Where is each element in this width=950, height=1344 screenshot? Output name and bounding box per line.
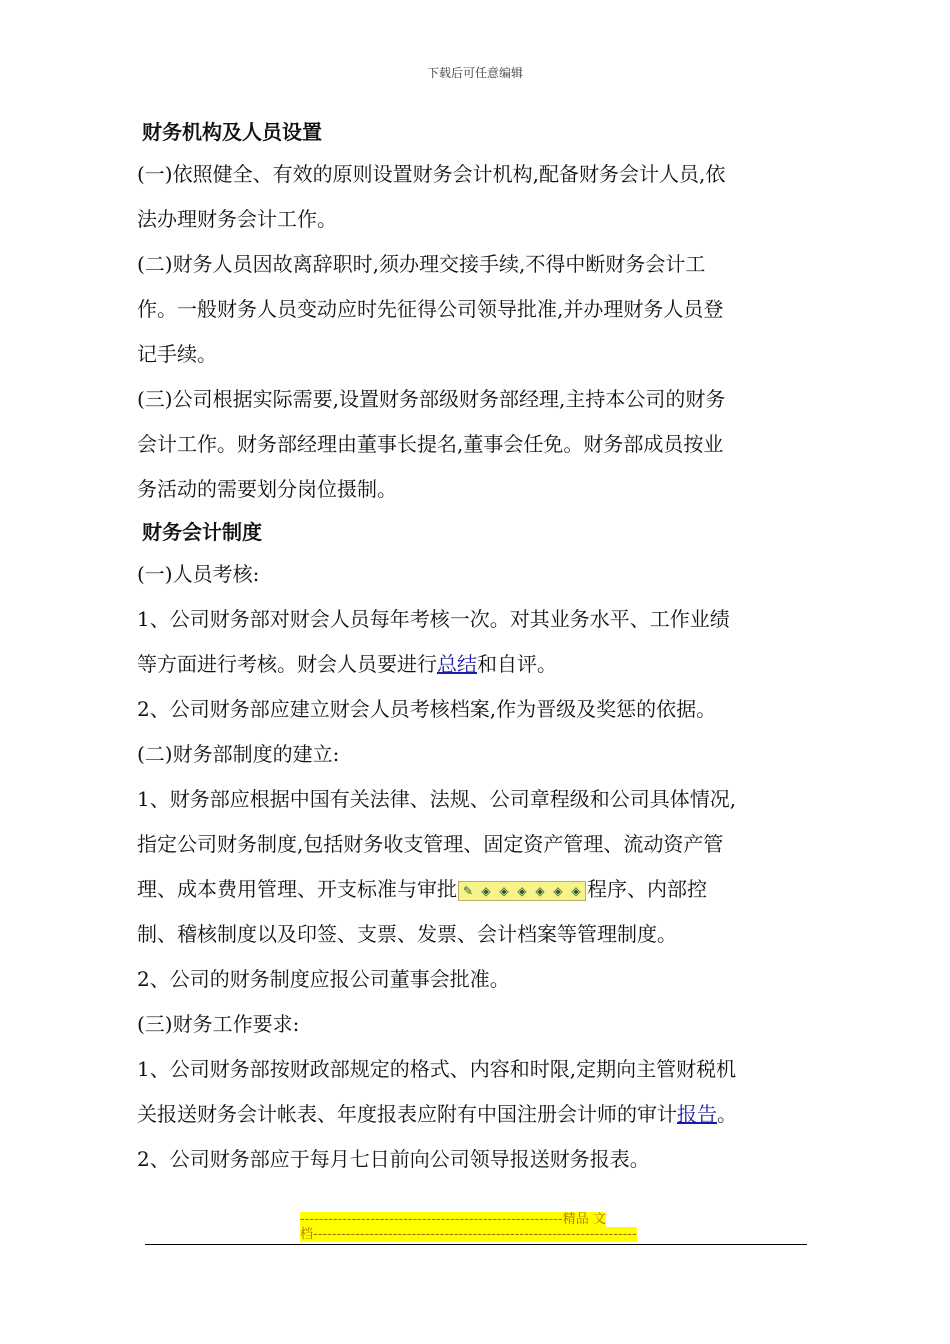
section-title-accounting-system: 财务会计制度 <box>142 520 262 544</box>
item-establishment-2 <box>137 957 817 1002</box>
paragraph-line: (三)财务工作要求: <box>137 1012 300 1036</box>
paragraph-line: 1、公司财务部对财会人员每年考核一次。对其业务水平、工作业绩 <box>137 607 730 631</box>
diamond-icon: ◈ <box>499 883 509 898</box>
diamond-icon: ◈ <box>571 883 581 898</box>
diamond-icon: ◈ <box>535 883 545 898</box>
paragraph-line: 务活动的需要划分岗位摄制。 <box>137 477 397 501</box>
paragraph-line: 2、公司的财务制度应报公司董事会批准。 <box>137 967 510 991</box>
item-establishment-1 <box>137 777 817 957</box>
diamond-icon: ◈ <box>517 883 527 898</box>
paragraph-line: 法办理财务会计工作。 <box>137 207 337 231</box>
pencil-icon: ✎ <box>462 883 474 898</box>
text-fragment: 和自评。 <box>477 652 557 676</box>
page-header-note: 下载后可任意编辑 <box>426 66 523 80</box>
paragraph-line: (一)人员考核: <box>137 562 260 586</box>
paragraph-line: 2、公司财务部应于每月七日前向公司领导报送财务报表。 <box>137 1147 650 1171</box>
footer-banner-line: 档--------------------------------------------------------------------- <box>300 1227 637 1242</box>
paragraph-line: 指定公司财务制度,包括财务收支管理、固定资产管理、流动资产管 <box>137 832 724 856</box>
paragraph-3 <box>137 377 817 512</box>
subsection-title-establishment <box>137 732 817 777</box>
paragraph-line <box>137 1092 817 1137</box>
footer-divider <box>145 1244 807 1245</box>
section-title-organization: 财务机构及人员设置 <box>142 120 322 144</box>
footer-banner <box>300 1212 660 1242</box>
paragraph-line <box>137 642 817 687</box>
paragraph-line: 制、稽核制度以及印签、支票、发票、会计档案等管理制度。 <box>137 922 677 946</box>
paragraph-line: 2、公司财务部应建立财会人员考核档案,作为晋级及奖惩的依据。 <box>137 697 717 721</box>
paragraph-line: 会计工作。财务部经理由董事长提名,董事会任免。财务部成员按业 <box>137 432 724 456</box>
footer-banner-line: --------------------------------------------------------精品 文 <box>300 1212 606 1227</box>
diamond-icon: ◈ <box>481 883 491 898</box>
subsection-title-assessment <box>137 552 817 597</box>
text-fragment: 关报送财务会计帐表、年度报表应附有中国注册会计师的审计 <box>137 1102 677 1126</box>
paragraph-line: (二)财务人员因故离辞职时,须办理交接手续,不得中断财务会计工 <box>137 252 706 276</box>
item-assessment-1 <box>137 597 817 687</box>
paragraph-1 <box>137 152 817 242</box>
item-requirements-2 <box>137 1137 817 1182</box>
paragraph-line: (二)财务部制度的建立: <box>137 742 340 766</box>
subsection-title-requirements <box>137 1002 817 1047</box>
paragraph-line <box>137 867 817 912</box>
paragraph-line: 1、财务部应根据中国有关法律、法规、公司章程级和公司具体情况, <box>137 787 737 811</box>
paragraph-2 <box>137 242 817 377</box>
item-assessment-2 <box>137 687 817 732</box>
embedded-icon-strip <box>458 881 586 901</box>
text-fragment: 程序、内部控 <box>587 877 707 901</box>
paragraph-line: (三)公司根据实际需要,设置财务部级财务部经理,主持本公司的财务 <box>137 387 726 411</box>
report-link[interactable]: 报告 <box>677 1102 717 1126</box>
text-fragment: 理、成本费用管理、开支标准与审批 <box>137 877 457 901</box>
text-fragment: 等方面进行考核。财会人员要进行 <box>137 652 437 676</box>
paragraph-line: 记手续。 <box>137 342 217 366</box>
paragraph-line: 作。一般财务人员变动应时先征得公司领导批准,并办理财务人员登 <box>137 297 724 321</box>
text-fragment: 。 <box>717 1102 737 1126</box>
summary-link[interactable]: 总结 <box>437 652 477 676</box>
diamond-icon: ◈ <box>553 883 563 898</box>
paragraph-line: 1、公司财务部按财政部规定的格式、内容和时限,定期向主管财税机 <box>137 1057 737 1081</box>
item-requirements-1 <box>137 1047 817 1137</box>
paragraph-line: (一)依照健全、有效的原则设置财务会计机构,配备财务会计人员,依 <box>137 162 726 186</box>
document-body <box>137 112 817 1182</box>
